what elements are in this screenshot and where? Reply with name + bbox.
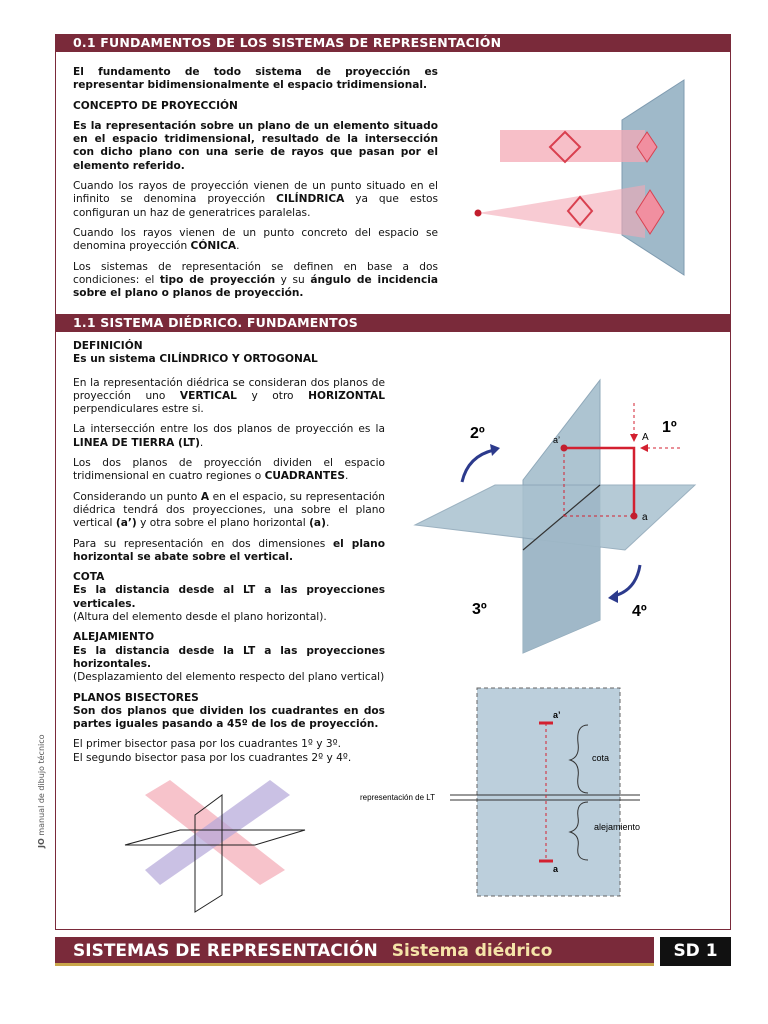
conical-rays [478,185,645,238]
conical-paragraph: Cuando los rayos vienen de un punto concreto del espacio se denomina proyección CÓNICA. [73,226,438,253]
concept-text: Es la representación sobre un plano de un elemento situado en el espacio tridimensional, resultado de la intersección con dicho plano con una serie de rayos que pasan por el elemento referido. [73,119,438,172]
quadrants-paragraph: Los dos planos de proyección dividen el espacio tridimensional en cuatro regiones o CUADRANTES. [73,457,385,483]
lt-paragraph: La intersección entre los dos planos de proyección es la LINEA DE TIERRA (LT). [73,423,385,449]
side-brand-text: JO manual de dibujo técnico [37,734,46,848]
rotation-arrowhead-top [490,444,500,456]
ray-vertical-arrow [630,434,638,442]
dihedral-3d-diagram [410,370,710,660]
page-badge: SD 1 [660,937,731,966]
point-a-prime [561,445,568,452]
bisectors-notes: El primer bisector pasa por los cuadrantes 1º y 3º. El segundo bisector pasa por los cuadrantes 2º y 4º. [73,738,352,764]
cylindrical-paragraph: Cuando los rayos de proyección vienen de un punto situado en el infinito se denomina proyección CILÍNDRICA ya que estos configuran un haz de generatrices paralelas. [73,180,438,219]
section2-text [73,340,385,772]
intro-paragraph: El fundamento de todo sistema de proyección es representar bidimensionalmente el espacio tridimensional. [73,66,438,92]
cylindrical-rays [500,130,645,162]
cota-label: cota [592,753,610,763]
concept-heading: CONCEPTO DE PROYECCIÓN [73,99,238,112]
quadrant-4: 4º [632,603,647,620]
flat-label-a: a [553,864,559,874]
label-a: a [642,512,648,523]
quadrant-2: 2º [470,425,485,442]
focal-point [475,210,482,217]
quadrant-1: 1º [662,419,677,436]
flat-dihedral-diagram [350,685,650,900]
label-a-prime: a’ [553,435,561,445]
label-A: A [642,432,649,443]
alejamiento-label: alejamiento [594,822,641,832]
rotation-arrow-top [462,450,494,482]
systems-paragraph: Los sistemas de representación se definen en base a dos condiciones: el tipo de proyección y su ángulo de incidencia sobre el plano o planos de proyección. [73,260,439,300]
lt-label: representación de LT [360,793,436,802]
rotation-arrowhead-bottom [608,590,618,603]
footer-title-bar [55,937,654,966]
bisectors-block: PLANOS BISECTORES Son dos planos que dividen los cuadrantes en dos partes iguales pasando a 45º de los de proyección. [73,691,385,731]
alejamiento-block: ALEJAMIENTO Es la distancia desde la LT a las proyecciones horizontales. (Desplazamiento del elemento respecto del plano vertical) [73,631,385,684]
flat-label-a-prime: a’ [553,710,561,720]
projection-plane [622,80,684,275]
point-paragraph: Considerando un punto A en el espacio, su representación diédrica tendrá dos proyecciones, una sobre el plano vertical (a’) y otra sobre el plano horizontal (a). [73,490,386,530]
planes-paragraph: En la representación diédrica se consideran dos planos de proyección uno VERTICAL y otro HORIZONTAL perpendiculares estre si. [73,376,385,416]
cota-block: COTA Es la distancia desde al LT a las proyecciones verticales. (Altura del elemento desde el plano horizontal). [73,571,385,624]
point-a [631,513,638,520]
bisector-planes-diagram [120,775,320,915]
section-title-fundamentos: 0.1 FUNDAMENTOS DE LOS SISTEMAS DE REPRESENTACIÓN [55,34,731,52]
quadrant-3: 3º [472,601,487,618]
definition-block: DEFINICIÓN Es un sistema CILÍNDRICO Y ORTOGONAL [73,340,318,366]
footer-title: SISTEMAS DE REPRESENTACIÓN [73,941,378,961]
section-title-diedrico: 1.1 SISTEMA DIÉDRICO. FUNDAMENTOS [55,314,731,332]
abated-plane [477,688,620,896]
abatimiento-paragraph: Para su representación en dos dimensiones el plano horizontal se abate sobre el vertical. [73,537,385,563]
section1-text [73,66,438,307]
projection-illustration [460,70,700,285]
footer-subtitle: Sistema diédrico [391,941,553,961]
ray-horizontal-arrow [640,444,648,452]
